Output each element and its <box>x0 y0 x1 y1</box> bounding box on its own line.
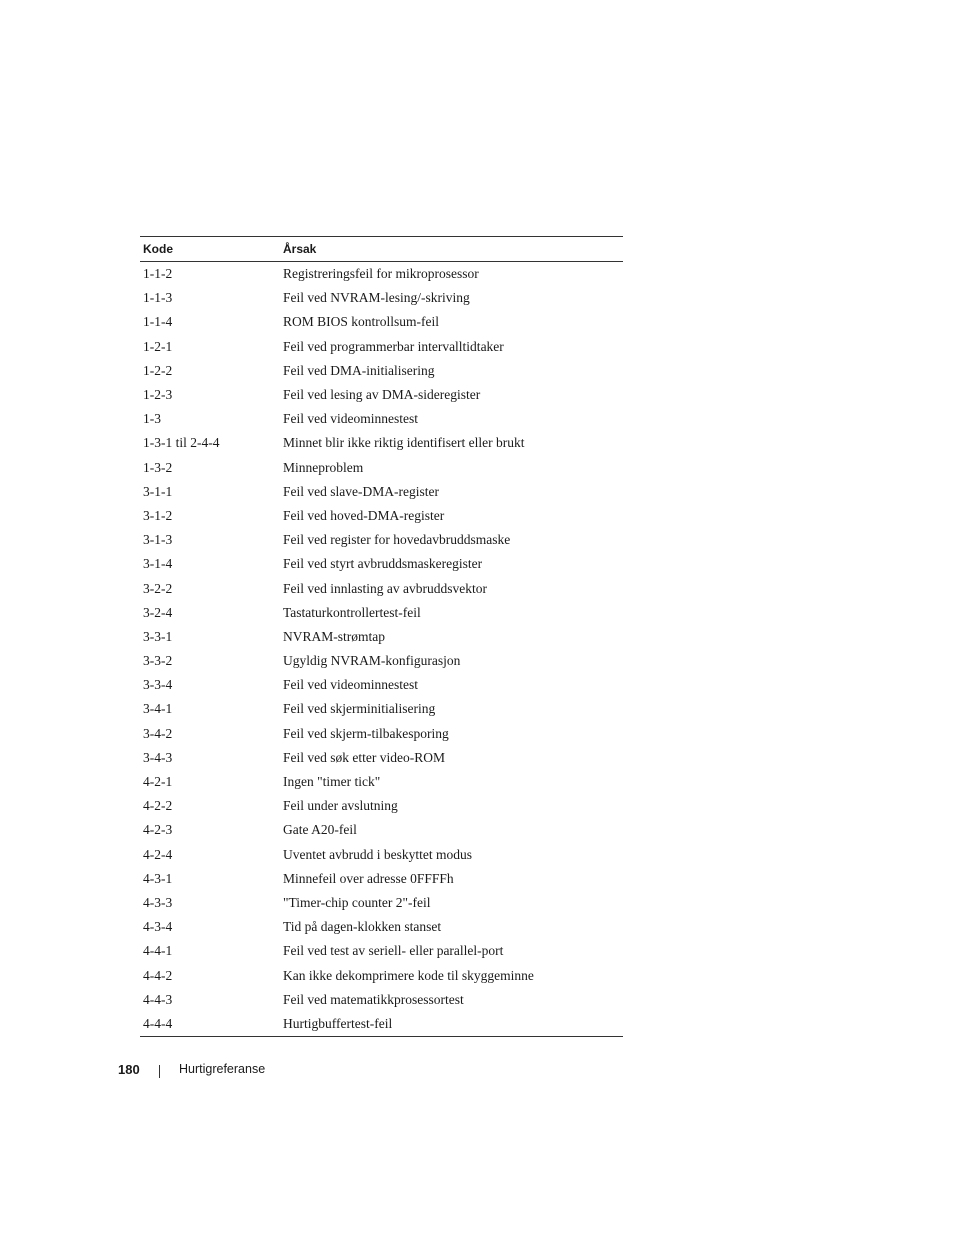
cause-cell: Registreringsfeil for mikroprosessor <box>283 266 479 282</box>
table-row <box>140 625 623 649</box>
cause-cell: Tastaturkontrollertest-feil <box>283 604 421 620</box>
cause-cell: Minnefeil over adresse 0FFFFh <box>283 870 454 886</box>
code-cell: 3-1-3 <box>143 532 173 548</box>
cause-cell: Feil under avslutning <box>283 798 398 814</box>
cause-cell: Feil ved matematikkprosessortest <box>283 991 464 1007</box>
table-row <box>140 576 623 600</box>
code-cell: 4-2-4 <box>143 846 173 862</box>
table-row <box>140 431 623 455</box>
table-row <box>140 335 623 359</box>
cause-cell: ROM BIOS kontrollsum-feil <box>283 314 440 330</box>
table-row <box>140 262 623 287</box>
table-row <box>140 843 623 867</box>
table-row <box>140 456 623 480</box>
cause-cell: Minneproblem <box>283 459 364 475</box>
cause-cell: Feil ved NVRAM-lesing/-skriving <box>283 290 470 306</box>
table-row <box>140 794 623 818</box>
table-row <box>140 963 623 987</box>
cause-cell: NVRAM-strømtap <box>283 628 385 644</box>
cause-cell: Hurtigbuffertest-feil <box>280 1012 623 1037</box>
code-cell: 3-3-1 <box>143 628 173 644</box>
code-cell: 3-1-4 <box>143 556 173 572</box>
code-cell: 1-3 <box>143 411 161 427</box>
table-header <box>140 237 623 262</box>
code-cell: 4-2-2 <box>143 798 173 814</box>
code-cell: 4-3-4 <box>143 919 173 935</box>
cause-cell: Ugyldig NVRAM-konfigurasjon <box>283 653 461 669</box>
cause-cell: Feil ved test av seriell- eller parallel-port <box>283 943 504 959</box>
table-row <box>140 673 623 697</box>
code-cell: 4-4-1 <box>143 943 173 959</box>
table-row <box>140 915 623 939</box>
table-row <box>140 746 623 770</box>
cause-cell: Feil ved videominnestest <box>283 677 418 693</box>
cause-cell: Feil ved søk etter video-ROM <box>283 749 445 765</box>
code-cell: 4-3-1 <box>143 870 173 886</box>
code-cell: 1-3-2 <box>143 459 173 475</box>
code-cell: 4-4-4 <box>140 1012 280 1037</box>
header-cause: Årsak <box>280 237 623 262</box>
cause-cell: Feil ved register for hovedavbruddsmaske <box>283 532 511 548</box>
cause-cell: Uventet avbrudd i beskyttet modus <box>283 846 472 862</box>
cause-cell: Feil ved lesing av DMA-sideregister <box>283 387 481 403</box>
code-cell: 1-1-3 <box>143 290 173 306</box>
table-row <box>140 286 623 310</box>
cause-cell: Minnet blir ikke riktig identifisert eller brukt <box>283 435 525 451</box>
table-body <box>140 262 623 1037</box>
code-cell: 1-1-2 <box>143 266 173 282</box>
table-row <box>140 359 623 383</box>
cause-cell: Kan ikke dekomprimere kode til skyggeminne <box>283 967 534 983</box>
cause-cell: Feil ved hoved-DMA-register <box>283 507 445 523</box>
table-row <box>140 649 623 673</box>
table-row <box>140 770 623 794</box>
table-row <box>140 722 623 746</box>
code-cell: 3-4-3 <box>143 749 173 765</box>
table-row <box>140 891 623 915</box>
table-row <box>140 552 623 576</box>
table-row <box>140 528 623 552</box>
code-cell: 3-4-1 <box>143 701 173 717</box>
code-cell: 3-1-1 <box>143 483 173 499</box>
cause-cell: Tid på dagen-klokken stanset <box>283 919 442 935</box>
table-row <box>140 504 623 528</box>
page-footer <box>0 1062 954 1080</box>
table-row <box>140 988 623 1012</box>
code-cell: 3-2-4 <box>143 604 173 620</box>
code-cell: 3-3-2 <box>143 653 173 669</box>
cause-cell: Feil ved skjerminitialisering <box>283 701 436 717</box>
footer-separator <box>159 1065 160 1078</box>
cause-cell: Feil ved innlasting av avbruddsvektor <box>283 580 487 596</box>
table-row <box>140 601 623 625</box>
cause-cell: Gate A20-feil <box>283 822 357 838</box>
cause-cell: "Timer-chip counter 2"-feil <box>283 894 431 910</box>
table-row <box>140 697 623 721</box>
code-cell: 4-2-3 <box>143 822 173 838</box>
table-row <box>140 480 623 504</box>
cause-cell: Feil ved videominnestest <box>283 411 418 427</box>
table-row <box>140 867 623 891</box>
header-code: Kode <box>140 237 280 262</box>
code-cell: 1-2-3 <box>143 387 173 403</box>
table-row <box>140 1012 623 1037</box>
code-cell: 4-2-1 <box>143 774 173 790</box>
code-cell: 3-1-2 <box>143 507 173 523</box>
cause-cell: Ingen "timer tick" <box>283 774 381 790</box>
code-cell: 1-1-4 <box>143 314 173 330</box>
code-cell: 4-4-2 <box>143 967 173 983</box>
cause-cell: Feil ved programmerbar intervalltidtaker <box>283 338 504 354</box>
cause-cell: Feil ved skjerm-tilbakesporing <box>283 725 449 741</box>
beep-code-table <box>140 236 623 1037</box>
code-cell: 4-3-3 <box>143 894 173 910</box>
page-number: 180 <box>118 1062 140 1077</box>
code-cell: 3-3-4 <box>143 677 173 693</box>
table-row <box>140 310 623 334</box>
table-row <box>140 939 623 963</box>
code-cell: 4-4-3 <box>143 991 173 1007</box>
section-name: Hurtigreferanse <box>179 1062 266 1076</box>
table-row <box>140 407 623 431</box>
code-cell: 3-2-2 <box>143 580 173 596</box>
code-cell: 1-2-1 <box>143 338 173 354</box>
beep-code-table-container <box>140 236 623 1037</box>
code-cell: 1-3-1 til 2-4-4 <box>143 435 220 451</box>
cause-cell: Feil ved DMA-initialisering <box>283 362 435 378</box>
code-cell: 3-4-2 <box>143 725 173 741</box>
cause-cell: Feil ved styrt avbruddsmaskeregister <box>283 556 483 572</box>
cause-cell: Feil ved slave-DMA-register <box>283 483 439 499</box>
table-row <box>140 383 623 407</box>
header-row <box>140 237 623 262</box>
table-row <box>140 818 623 842</box>
code-cell: 1-2-2 <box>143 362 173 378</box>
